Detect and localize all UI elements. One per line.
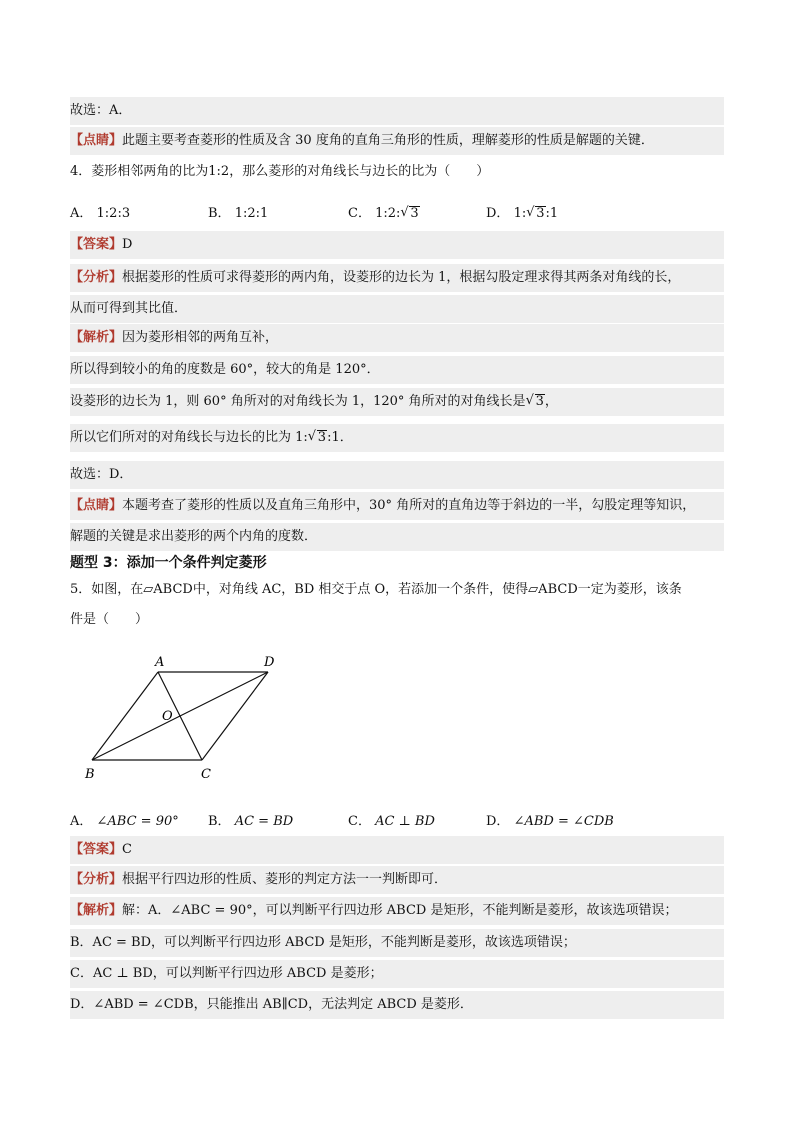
option-letter: A． [70,814,93,829]
option-text: 1: [513,206,527,221]
q5-stem-1 [70,576,724,604]
option-letter: C． [348,206,371,221]
side-dc [202,672,268,760]
solution-text: 设菱形的边长为 1，则 60° 角所对的对角线长为 1，120° 角所对的对角线长是 [70,394,526,409]
option-text-post: :1 [545,206,559,221]
label-c: C [201,767,211,782]
dianjing-tag: 【点睛】 [70,133,123,148]
analysis-tag: 【分析】 [70,270,123,285]
q5-option-d [486,810,614,829]
sqrt-symbol [400,206,419,221]
q5-solution-line-1 [70,897,724,925]
q4-solution-line-2 [70,356,724,384]
option-text: ∠ABC = 90° [96,814,179,829]
solution-text: B．AC = BD，可以判断平行四边形 ABCD 是矩形，不能判断是菱形，故该选项错误； [70,935,576,950]
radicand: 3 [535,394,544,409]
q4-choose-line [70,461,724,489]
q4-stem [70,158,724,186]
sqrt-symbol [526,206,545,221]
q4-solution-line-3 [70,388,724,416]
dianjing-text: 此题主要考查菱形的性质及含 30 度角的直角三角形的性质，理解菱形的性质是解题的关键． [122,133,654,148]
option-text: ∠ABD = ∠CDB [513,814,614,829]
solution-text: 解：A．∠ABC = 90°，可以判断平行四边形 ABCD 是矩形，不能判断是菱形，故该选项错误； [122,903,678,918]
option-letter: A． [70,206,93,221]
q4-analysis-line-2 [70,295,724,323]
option-text: AC ⊥ BD [375,814,435,829]
label-d: D [264,655,275,670]
solution-text: 因为菱形相邻的两角互补， [122,330,279,345]
solution-text: C．AC ⊥ BD，可以判断平行四边形 ABCD 是菱形； [70,966,383,981]
dianjing-line [70,127,724,155]
answer-tag: 【答案】 [70,842,123,857]
radicand: 3 [410,206,419,221]
label-o: O [162,709,173,724]
solution-tag: 【解析】 [70,903,123,918]
radicand: 3 [317,430,327,445]
solution-text-post: ， [544,394,558,409]
q5-option-c [348,810,435,829]
q5-option-b [208,810,293,829]
option-text: 1:2:1 [234,206,269,221]
analysis-text: 根据平行四边形的性质、菱形的判定方法一一判断即可． [122,872,448,887]
answer-value: C [122,842,132,857]
answer-value: D [122,237,133,252]
q4-solution-line-4 [70,424,724,452]
option-text: 1:2: [375,206,401,221]
sqrt-symbol [308,424,327,452]
label-a: A [155,655,165,670]
analysis-text: 根据菱形的性质可求得菱形的两内角，设菱形的边长为 1，根据勾股定理求得其两条对角线的长， [122,270,681,285]
dianjing-text: 本题考查了菱形的性质以及直角三角形中，30° 角所对的直角边等于斜边的一半，勾股定理等知识， [122,498,696,513]
q4-dianjing-line-2 [70,523,724,551]
option-letter: B． [208,206,231,221]
solution-tag: 【解析】 [70,330,123,345]
q4-answer-line [70,231,724,259]
side-ab [92,672,158,760]
solution-text: D．∠ABD = ∠CDB，只能推出 AB∥CD，无法判定 ABCD 是菱形． [70,997,473,1012]
choose-a-line [70,97,724,125]
dianjing-tag: 【点睛】 [70,498,123,513]
choose-text: 故选：D． [70,467,133,482]
analysis-text: 从而可得到其比值． [70,301,188,316]
radicand: 3 [536,206,545,221]
analysis-tag: 【分析】 [70,872,123,887]
section-heading: 题型 3：添加一个条件判定菱形 [70,555,267,571]
option-text: 1:2:3 [96,206,131,221]
sqrt-symbol [526,388,545,416]
option-letter: B． [208,814,231,829]
q5-analysis-line [70,866,724,894]
q4-dianjing-line-1 [70,492,724,520]
option-text: AC = BD [234,814,294,829]
q4-option-c [348,202,420,221]
q5-solution-line-3 [70,960,724,988]
diagonal-bd [92,672,268,760]
answer-tag: 【答案】 [70,237,123,252]
q5-stem-text: 件是（ ） [70,612,149,627]
q4-analysis-line-1 [70,264,724,292]
option-letter: D． [486,206,510,221]
option-letter: D． [486,814,510,829]
q5-option-a [70,810,179,829]
label-b: B [85,767,95,782]
q4-stem-text: 4．菱形相邻两角的比为1:2，那么菱形的对角线长与边长的比为（ ） [70,164,490,179]
q5-solution-line-4 [70,991,724,1019]
solution-text: 所以得到较小的角的度数是 60°，较大的角是 120°． [70,362,380,377]
q4-option-a [70,202,130,221]
q5-stem-text: 5．如图，在▱ABCD中，对角线 AC，BD 相交于点 O，若添加一个条件，使得▱ABCD一定为菱形，该条 [70,582,682,597]
choose-text: 故选：A． [70,103,132,118]
q4-option-d [486,202,558,221]
q4-solution-line-1 [70,324,724,352]
q5-answer-line [70,836,724,864]
dianjing-text: 解题的关键是求出菱形的两个内角的度数． [70,529,318,544]
solution-text-post: :1． [327,430,353,445]
q5-solution-line-2 [70,929,724,957]
solution-text: 所以它们所对的对角线长与边长的比为 1: [70,430,308,445]
q5-stem-2 [70,606,724,634]
parallelogram-figure [80,650,290,785]
q4-option-b [208,202,268,221]
option-letter: C． [348,814,371,829]
